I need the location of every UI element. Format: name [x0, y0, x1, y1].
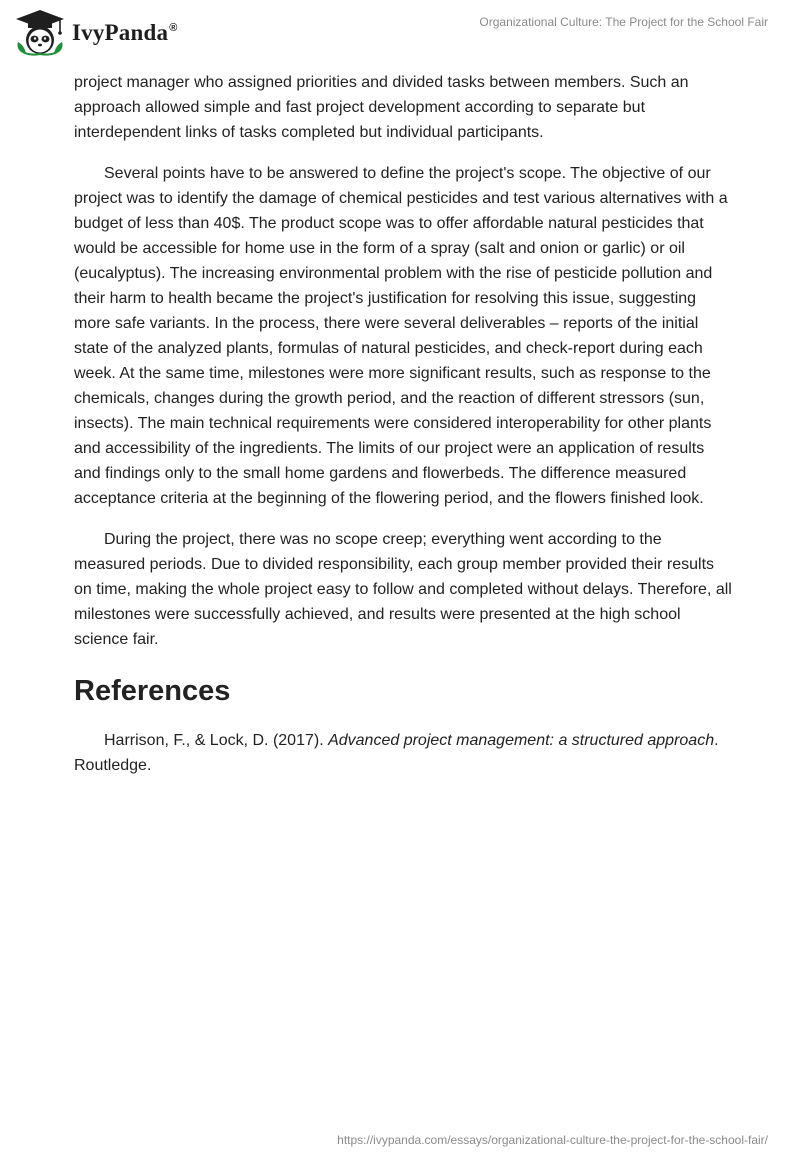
- reference-authors-year: Harrison, F., & Lock, D. (2017).: [104, 732, 329, 749]
- ivypanda-logo[interactable]: [14, 8, 178, 56]
- reference-title: Advanced project management: a structured approach: [328, 732, 715, 749]
- panda-graduate-logo-icon: [14, 8, 66, 56]
- document-title: Organizational Culture: The Project for the School Fair: [479, 15, 768, 29]
- body-paragraph-1: project manager who assigned priorities and divided tasks between members. Such an approach allowed simple and fast project development according to separate but interdependent links of tasks completed but individual participants.: [74, 74, 689, 141]
- body-paragraph-2: Several points have to be answered to define the project's scope. The objective of our project was to identify the damage of chemical pesticides and test various alternatives with a budget of less than 40$. The product scope was to offer affordable natural pesticides that would be accessible for home use in the form of a spray (salt and onion or garlic) or oil (eucalyptus). The increasing environmental problem with the rise of pesticide pollution and their harm to health became the project's justification for resolving this issue, suggesting more safe variants. In the process, there were several deliverables – reports of the initial state of the analyzed plants, formulas of natural pesticides, and check-report during each week. At the same time, milestones were more significant results, such as response to the chemicals, changes during the growth period, and the reaction of different stressors (sun, insects). The main technical requirements were considered interoperability for other plants and accessibility of the ingredients. The limits of our project were an application of results and findings only to the small home gardens and flowerbeds. The difference measured acceptance criteria at the beginning of the flowering period, and the flowers finished look.: [74, 165, 728, 507]
- reference-publisher: . Routledge.: [74, 732, 719, 774]
- reference-entry: [74, 728, 734, 778]
- references-heading: References: [74, 675, 231, 707]
- source-url[interactable]: https://ivypanda.com/essays/organizational-culture-the-project-for-the-school-fair/: [337, 1133, 768, 1147]
- brand-name: IvyPanda®: [72, 20, 178, 45]
- page-header: [0, 0, 800, 64]
- registered-mark: ®: [169, 22, 178, 35]
- body-paragraph-3: During the project, there was no scope creep; everything went according to the measured periods. Due to divided responsibility, each group member provided their results on time, making the whole project easy to follow and completed without delays. Therefore, all milestones were successfully achieved, and results were presented at the high school science fair.: [74, 531, 732, 648]
- essay-content: [74, 70, 734, 778]
